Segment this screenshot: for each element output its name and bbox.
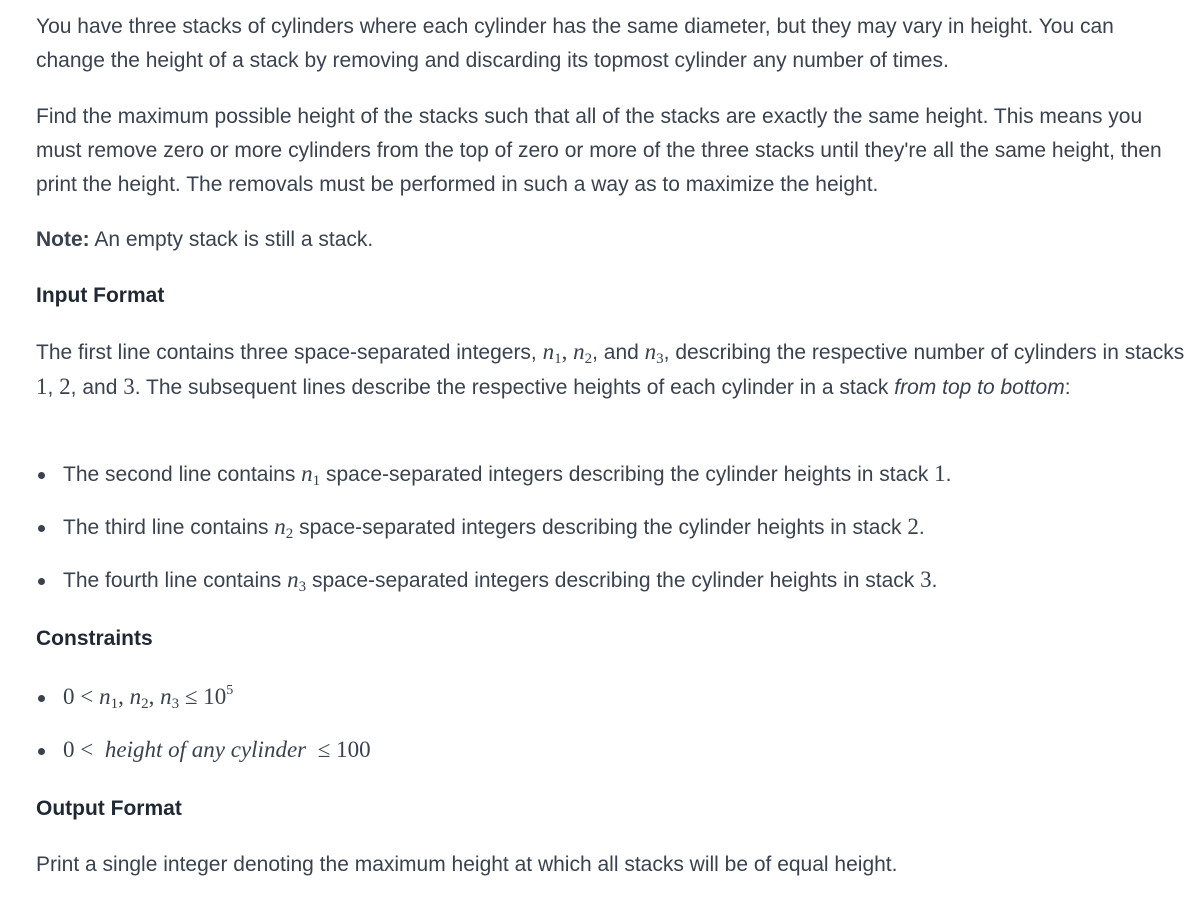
bullet-dot — [38, 472, 45, 479]
output-format-heading: Output Format — [36, 797, 182, 820]
output-format-paragraph: Print a single integer denoting the maximum height at which all stacks will be of equal height. — [36, 853, 898, 876]
intro-paragraph-1: You have three stacks of cylinders where each cylinder has the same diameter, but they may vary in height. You can change the height of a stack by removing and discarding its topmost cylinder any number of times. — [36, 15, 1114, 72]
input-bullet-2: The third line contains $n_2$ space-separated integers describing the cylinder heights in stack 2. — [36, 510, 1186, 544]
constraint-1: $0 < n_1$, $n_2$, $n_3 \le 10^5$ — [36, 680, 1186, 714]
bullet-dot — [38, 578, 45, 585]
var-n1: $n_1$ — [542, 339, 562, 367]
constraints-heading: Constraints — [36, 627, 153, 650]
constraint-2: 0 < height of any cylinder ≤ 100 — [36, 733, 1186, 767]
intro-paragraph-2: Find the maximum possible height of the stacks such that all of the stacks are exactly the same height. This means you must remove zero or more cylinders from the top of zero or more of the three stacks until they're all the same height, then print the height. The removals must be performed in such a way as to maximize the height. — [36, 105, 1162, 196]
bullet-dot — [38, 695, 45, 702]
input-format-paragraph: The first line contains three space-separated integers, $n_1$, $n_2$, and $n_3$, describing the respective number of cylinders in stacks 1, 2, and 3. The subsequent lines describe the respective heights of each cylinder in a stack from top to bottom: — [36, 339, 1185, 399]
var-n3: $n_3$ — [644, 339, 664, 367]
note-label: Note: — [36, 228, 90, 251]
bullet-dot — [38, 748, 45, 755]
note-paragraph — [36, 223, 1186, 257]
bullet-dot — [38, 525, 45, 532]
note-text: An empty stack is still a stack. — [89, 228, 374, 251]
input-bullet-3: The fourth line contains $n_3$ space-separated integers describing the cylinder heights in stack 3. — [36, 563, 1186, 597]
input-bullet-1: The second line contains $n_1$ space-separated integers describing the cylinder heights in stack 1. — [36, 457, 1186, 491]
input-format-heading: Input Format — [36, 284, 165, 307]
var-n2: $n_2$ — [573, 339, 593, 367]
